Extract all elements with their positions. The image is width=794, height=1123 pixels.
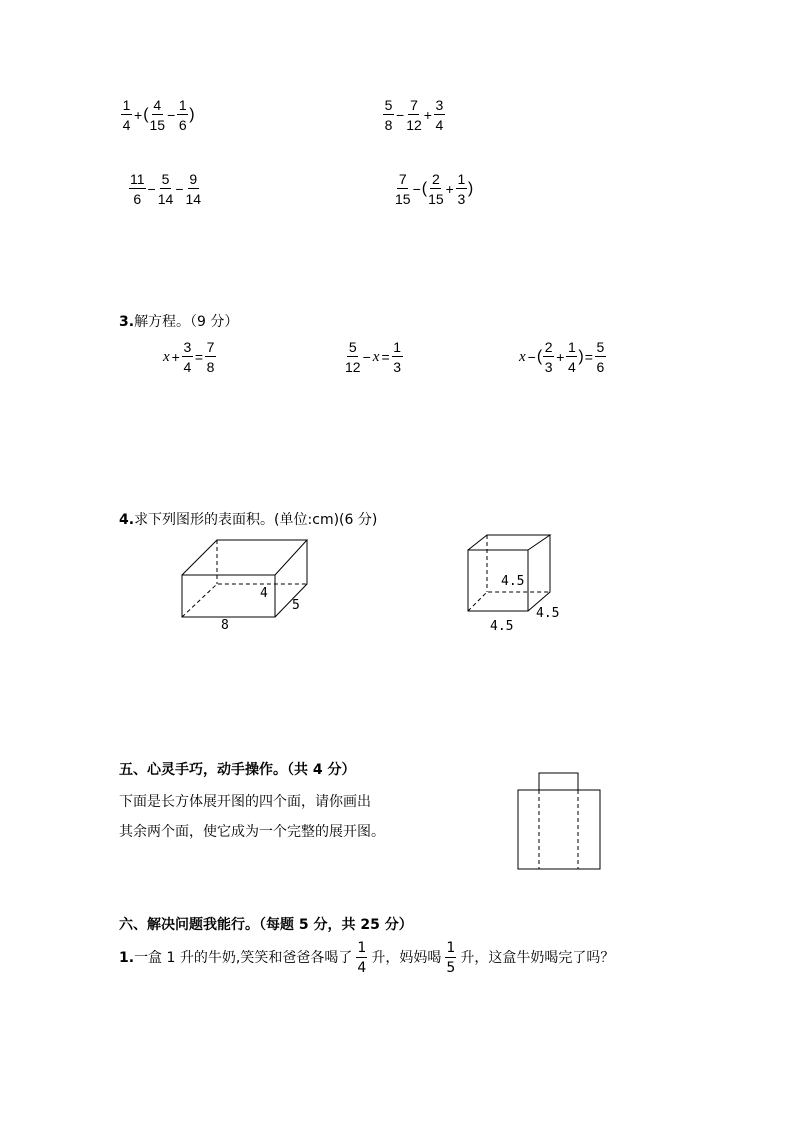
- operator: +: [445, 181, 454, 197]
- cube-depth-label: 4.5: [536, 606, 560, 621]
- section-5-title: 五、心灵手巧，动手操作。（共 4 分）: [119, 762, 356, 778]
- fraction: $\frac{1}{3}$: [393, 339, 402, 375]
- fraction: $\frac{9}{14}$: [185, 171, 202, 207]
- operator: −: [527, 349, 536, 365]
- expression-4: [394, 172, 473, 206]
- operator: −: [412, 181, 421, 197]
- operator: +: [134, 107, 143, 123]
- equals-sign: =: [194, 349, 204, 365]
- left-paren: (: [421, 180, 428, 197]
- section-6-title: 六、解决问题我能行。（每题 5 分，共 25 分）: [119, 917, 413, 933]
- left-paren: (: [536, 348, 543, 365]
- cuboid-height-label: 4: [260, 586, 268, 601]
- left-paren: (: [143, 106, 149, 123]
- expression-1: [120, 98, 195, 132]
- operator: −: [362, 349, 371, 365]
- fraction: $\frac{1}{6}$: [178, 97, 187, 133]
- right-paren: ): [189, 106, 195, 123]
- operator: −: [175, 181, 184, 197]
- expression-2: [382, 98, 446, 132]
- fraction: $\frac{5}{14}$: [157, 171, 174, 207]
- cube-side-edges: [528, 535, 550, 611]
- fraction: $\frac{5}{12}$: [345, 339, 361, 375]
- question-1: 1. 一盒 1 升的牛奶,笑笑和爸爸各喝了 $\frac{1}{4}$ 升，妈妈喝 $\frac{1}{5}$ 升，这盒牛奶喝完了吗？: [119, 940, 615, 976]
- operator: +: [556, 349, 565, 365]
- cuboid-side-edges: [275, 540, 307, 617]
- net-top-face: [539, 773, 578, 790]
- cuboid-hidden-edges: [182, 584, 307, 617]
- fraction: $\frac{1}{4}$: [357, 940, 367, 976]
- fraction: $\frac{7}{12}$: [406, 97, 422, 133]
- net-main-faces: [518, 790, 600, 869]
- operator: +: [171, 349, 180, 365]
- fraction: $\frac{1}{4}$: [567, 339, 576, 375]
- fraction: $\frac{1}{4}$: [122, 97, 131, 133]
- right-paren: ): [467, 180, 474, 197]
- equals-sign: =: [584, 349, 593, 365]
- operator: −: [167, 107, 176, 123]
- fraction: $\frac{2}{3}$: [544, 339, 553, 375]
- equals-sign: =: [381, 349, 390, 365]
- equation-1: x + $\frac{3}{4}$ = $\frac{7}{8}$: [163, 339, 215, 375]
- expression-3: [128, 172, 202, 206]
- fraction: $\frac{4}{15}$: [149, 97, 166, 133]
- cuboid-top-face: [182, 540, 307, 575]
- cube-top-face: [468, 535, 550, 550]
- fraction: $\frac{1}{3}$: [457, 171, 466, 207]
- net-diagram: [516, 772, 604, 872]
- operator: −: [147, 181, 156, 197]
- cuboid-length-label: 8: [221, 618, 229, 633]
- fraction: $\frac{5}{8}$: [384, 97, 393, 133]
- operator: +: [423, 107, 432, 123]
- cube-diagram: [460, 530, 570, 634]
- fraction: $\frac{5}{6}$: [596, 339, 605, 375]
- fraction: $\frac{2}{15}$: [428, 171, 444, 207]
- fraction: $\frac{7}{15}$: [395, 171, 411, 207]
- cube-height-label: 4.5: [501, 574, 525, 589]
- section-4-title: 4.求下列图形的表面积。(单位:cm)(6 分): [119, 512, 378, 528]
- section-3-title: 3.解方程。（9 分）: [119, 314, 239, 330]
- equation-2: $\frac{5}{12}$ − x = $\frac{1}{3}$: [345, 339, 402, 375]
- fraction: $\frac{3}{4}$: [435, 97, 444, 133]
- operator: −: [396, 107, 405, 123]
- cuboid-width-label: 5: [292, 598, 300, 613]
- cuboid-diagram: [170, 530, 340, 640]
- section-5-line-1: 下面是长方体展开图的四个面，请你画出: [119, 794, 371, 810]
- equation-3: x − ( $\frac{2}{3}$ + $\frac{1}{4}$ ) = $\frac{5}{6}$: [519, 339, 605, 375]
- fraction: $\frac{1}{5}$: [446, 940, 456, 976]
- cube-length-label: 4.5: [490, 619, 514, 634]
- fraction: $\frac{7}{8}$: [206, 339, 215, 375]
- section-5-line-2: 其余两个面，使它成为一个完整的展开图。: [119, 824, 385, 840]
- fraction: $\frac{3}{4}$: [183, 339, 192, 375]
- fraction: $\frac{11}{6}$: [130, 171, 145, 207]
- right-paren: ): [578, 348, 584, 365]
